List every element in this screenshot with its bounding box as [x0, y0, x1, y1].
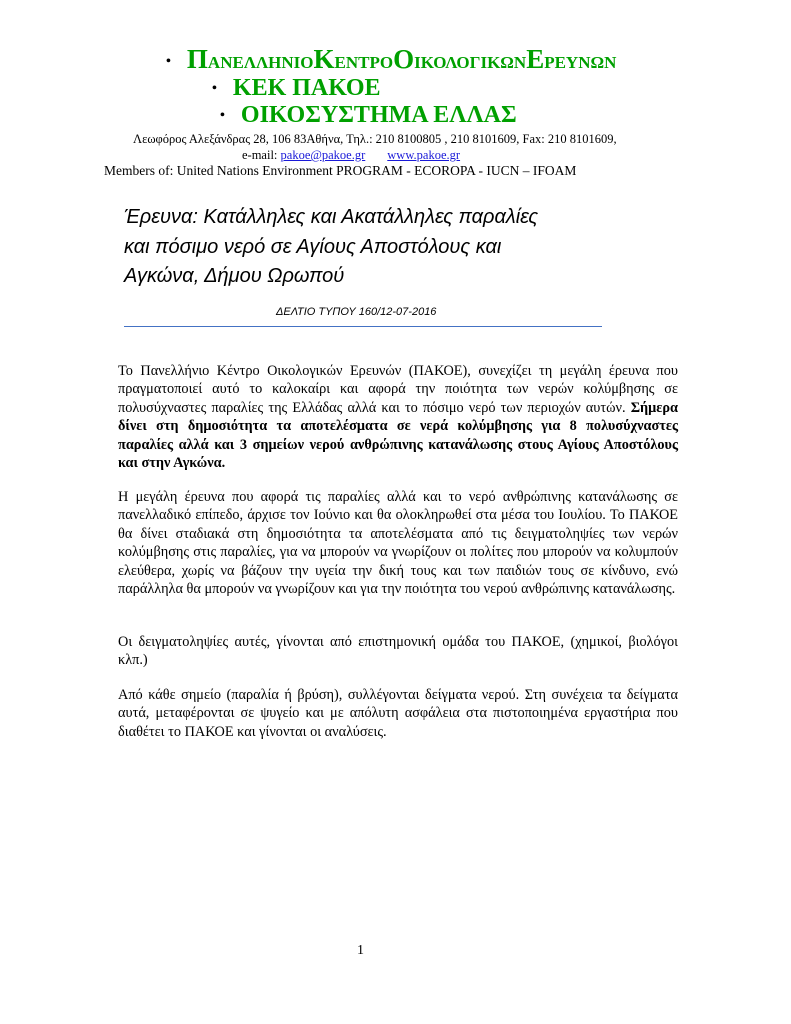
press-release-number: ΔΕΛΤΙΟ ΤΥΠΟΥ 160/12-07-2016: [276, 306, 437, 318]
divider-rule: [124, 326, 602, 327]
org-name-word: ΙΚΟΛΟΓΙΚΩΝ: [414, 53, 527, 72]
title-line: και πόσιμο νερό σε Αγίους Αποστόλους και: [124, 235, 502, 258]
email-link[interactable]: pakoe@pakoe.gr: [280, 148, 366, 162]
kek-pakoe-line: [212, 75, 381, 102]
paragraph-research: Η μεγάλη έρευνα που αφορά τις παραλίες αλλά και το νερό ανθρώπινης κατανάλωσης σε πανελλαδικό επίπεδο, άρχισε τον Ιούνιο και θα ολοκληρωθεί στα μέσα του Ιουλίου. Το ΠΑΚΟΕ θα δίνει σταδιακά στη δημοσιότητα τα αποτελέσματα από τις δειγματοληψίες των νερών κολύμβησης στις παραλίες, για να μπορούν να γνωρίζουν οι πολίτες που μπορούν να κολυμπούν ελεύθερα, χωρίς να βάζουν την υγεία την δική τους και των παιδιών τους σε κίνδυνο, ενώ παράλληλα θα μπορούν να γνωρίζουν και για την ποιότητα του νερού ανθρώπινης κατανάλωσης.: [118, 489, 678, 598]
address-line: Λεωφόρος Αλεξάνδρας 28, 106 83Αθήνα, Τηλ.: 210 8100805 , 210 8101609, Fax: 210 8101609,: [133, 132, 617, 146]
bullet-icon: •: [220, 108, 225, 123]
org-name-word: ΑΝΕΛΛΗΝΙΟ: [207, 53, 314, 72]
org-name-word: ΕΝΤΡΟ: [334, 53, 394, 72]
kek-pakoe-text: ΚΕΚ ΠΑΚΟΕ: [232, 75, 381, 101]
title-line: Αγκώνα, Δήμου Ωρωπού: [124, 265, 345, 287]
page-number: 1: [357, 943, 364, 958]
org-name-initial: Ο: [393, 44, 415, 74]
website-link[interactable]: www.pakoe.gr: [387, 148, 461, 162]
paragraph-sampling: Οι δειγματοληψίες αυτές, γίνονται από επιστημονική ομάδα του ΠΑΚΟΕ, (χημικοί, βιολόγοι κλπ.): [118, 634, 678, 669]
title-line: Έρευνα: Κατάλληλες και Ακατάλληλες παραλίες: [124, 206, 539, 228]
paragraph-bold-text: Σήμερα δίνει στη δημοσιότητα τα αποτελέσματα σε νερά κολύμβησης για 8 πολυσύχναστες παραλίες αλλά και 3 σημείων νερού ανθρώπινης κατανάλωσης στους Αγίους Αποστόλους και στην Αγκώνα.: [118, 399, 678, 472]
org-name-initial: Κ: [313, 44, 335, 74]
paragraph-text: Το Πανελλήνιο Κέντρο Οικολογικών Ερευνών (ΠΑΚΟΕ), συνεχίζει τη μεγάλη έρευνα που πραγματοποιεί αυτό το καλοκαίρι και αφορά την ποιότητα των νερών κολύμβησης σε πολυσύχναστες παραλίες της Ελλάδας αλλά και το πόσιμο νερό των περιοχών αυτών.: [118, 363, 678, 416]
ecosystem-line: [220, 102, 517, 129]
org-name-word: ΡΕΥΝΩΝ: [544, 53, 617, 72]
org-name-initial: Ε: [526, 44, 545, 74]
bullet-icon: •: [212, 81, 217, 96]
org-name-line: [166, 44, 616, 75]
email-label: e-mail:: [242, 148, 278, 162]
org-name-initial: Π: [186, 44, 208, 74]
members-line: Members of: United Nations Environment PROGRAM - ECOROPA - IUCN – IFOAM: [104, 163, 577, 178]
bullet-icon: •: [166, 54, 171, 69]
ecosystem-text: ΟΙΚΟΣΥΣΤΗΜΑ ΕΛΛΑΣ: [240, 102, 517, 128]
paragraph-analysis: Από κάθε σημείο (παραλία ή βρύση), συλλέγονται δείγματα νερού. Στη συνέχεια τα δείγματα αυτά, μεταφέρονται σε ψυγείο και με απόλυτη ασφάλεια στα πιστοποιημένα εργαστήρια που διαθέτει το ΠΑΚΟΕ και γίνονται οι αναλύσεις.: [118, 687, 678, 740]
contact-line: [242, 148, 460, 163]
article-title: [124, 203, 684, 292]
paragraph-intro: [118, 362, 678, 472]
